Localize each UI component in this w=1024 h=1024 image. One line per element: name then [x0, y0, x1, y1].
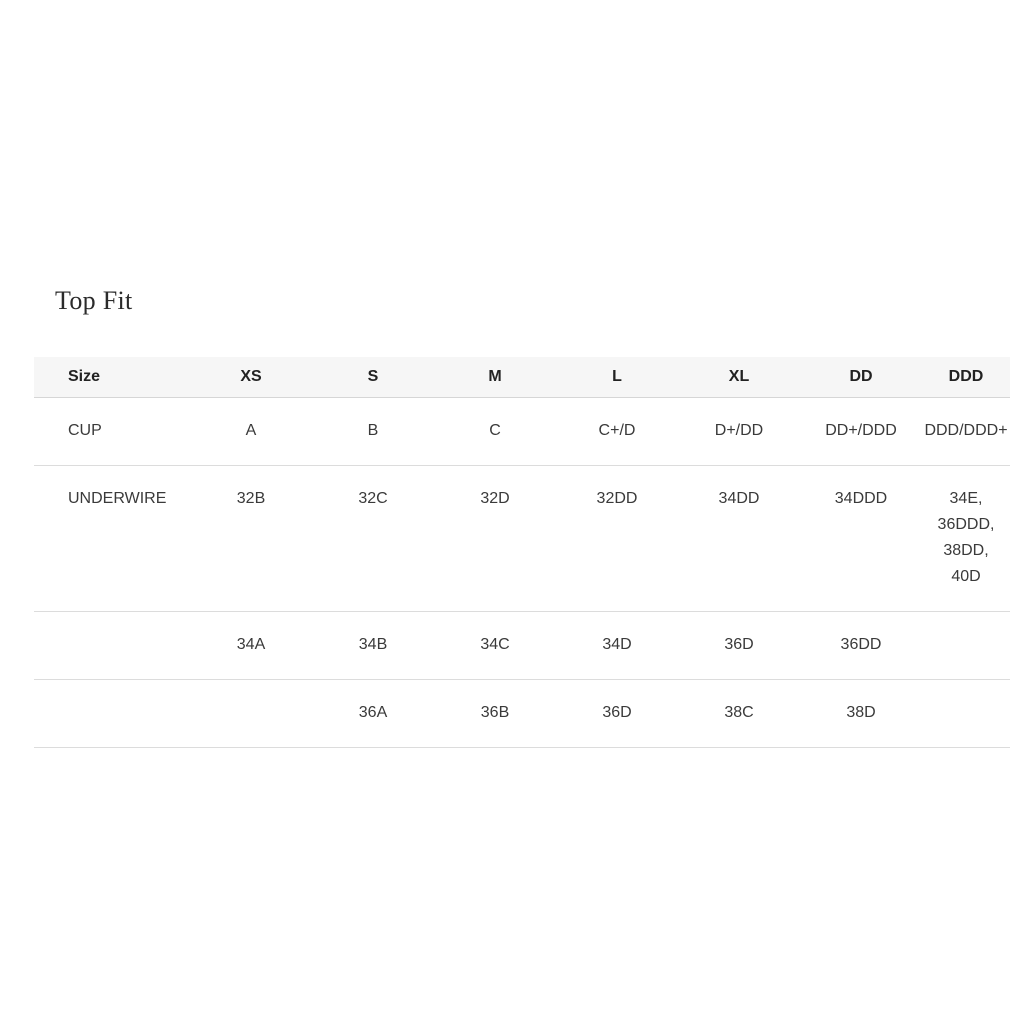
table-cell: B: [367, 422, 379, 439]
row-label: CUP: [68, 422, 102, 439]
table-row-underwire: [34, 466, 1010, 612]
table-cell: C+/D: [598, 422, 636, 439]
table-cell-multiline: [922, 466, 1010, 611]
table-row: [34, 680, 1010, 748]
table-cell: 32C: [358, 490, 388, 507]
table-cell: [190, 680, 312, 747]
table-cell: 36D: [602, 704, 632, 721]
cell-line: 34E,: [949, 490, 983, 507]
table-cell: 34D: [602, 636, 632, 653]
header-size: Size: [68, 368, 101, 385]
cell-line: 40D: [951, 568, 981, 585]
size-chart-table: [34, 357, 1010, 748]
table-cell: 32D: [480, 490, 510, 507]
table-cell: 34A: [236, 636, 266, 653]
table-cell: [922, 612, 1010, 679]
page-title: Top Fit: [55, 286, 133, 315]
table-cell: 32B: [236, 490, 266, 507]
cell-line: 38DD,: [943, 542, 989, 559]
header-ddd: DDD: [948, 368, 984, 385]
table-row: [34, 612, 1010, 680]
table-cell: [922, 680, 1010, 747]
row-label: [34, 612, 190, 679]
table-cell: 34DDD: [834, 490, 888, 507]
row-label: [34, 680, 190, 747]
header-m: M: [488, 368, 502, 385]
table-cell: DDD/DDD+: [924, 422, 1008, 439]
table-cell: 36B: [480, 704, 510, 721]
header-s: S: [367, 368, 379, 385]
table-cell: 32DD: [596, 490, 638, 507]
table-cell: DD+/DDD: [825, 422, 897, 439]
table-cell: A: [245, 422, 257, 439]
table-cell: 36A: [358, 704, 388, 721]
cell-line: 36DDD,: [937, 516, 995, 533]
table-cell: 36D: [724, 636, 754, 653]
table-cell: 38C: [724, 704, 754, 721]
header-xs: XS: [240, 368, 262, 385]
table-cell: 34B: [358, 636, 388, 653]
table-cell: 36DD: [840, 636, 882, 653]
table-cell: D+/DD: [714, 422, 764, 439]
header-xl: XL: [728, 368, 750, 385]
row-label: UNDERWIRE: [68, 490, 167, 507]
table-header-row: [34, 357, 1010, 398]
header-dd: DD: [849, 368, 873, 385]
table-cell: 34DD: [718, 490, 760, 507]
table-cell: 38D: [846, 704, 876, 721]
table-row-cup: [34, 398, 1010, 466]
table-cell: 34C: [480, 636, 510, 653]
table-cell: C: [489, 422, 501, 439]
header-l: L: [612, 368, 622, 385]
